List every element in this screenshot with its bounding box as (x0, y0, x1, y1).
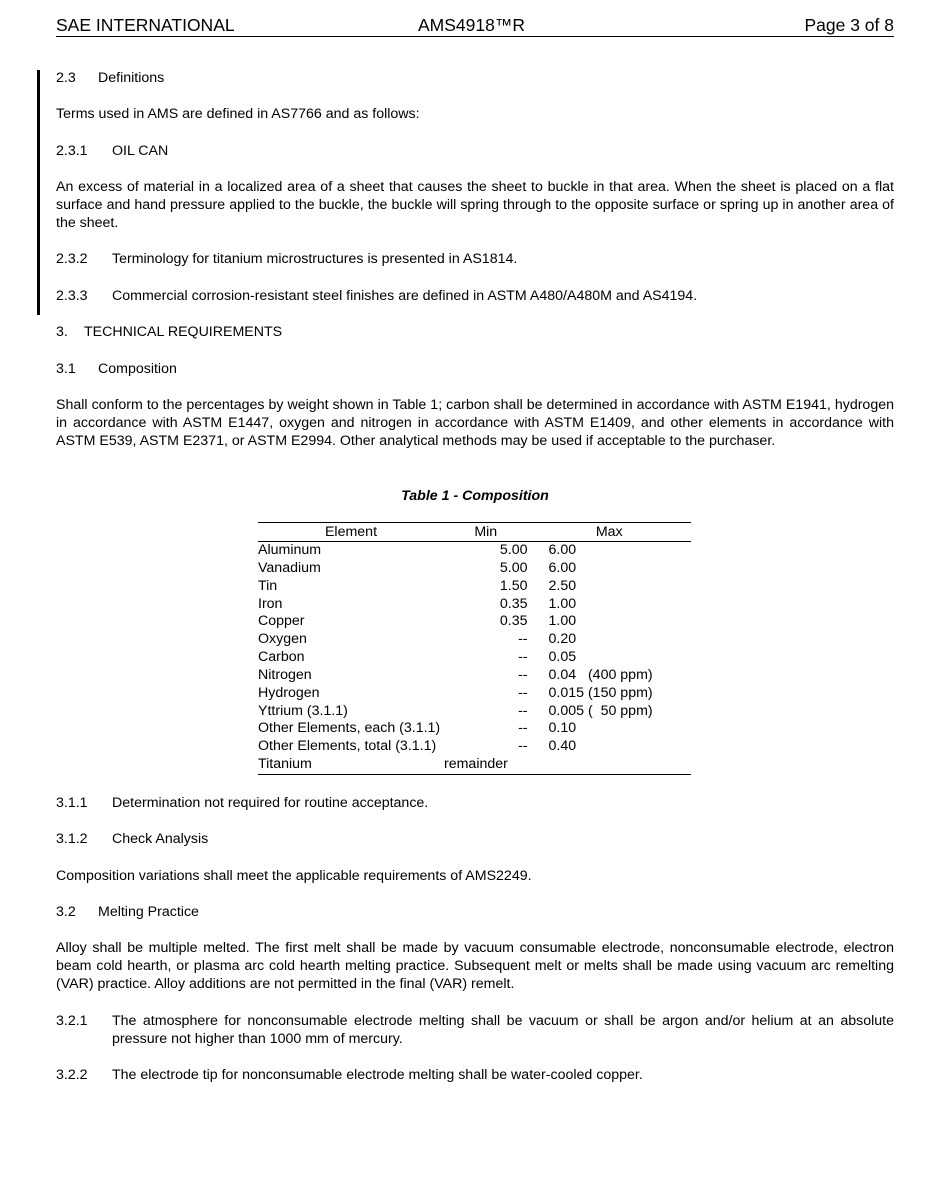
check-analysis-text: Composition variations shall meet the applicable requirements of AMS2249. (56, 868, 532, 884)
page-header (56, 14, 894, 37)
section-2-3-1-heading (56, 142, 894, 160)
composition-text: Shall conform to the percentages by weight shown in Table 1; carbon shall be determined in accordance with ASTM E1941, hydrogen in accordance with ASTM E1447, oxygen and nitrogen in accordance with ASTM E1409, and other elements in accordance with ASTM E539, ASTM E2371, or ASTM E2994. Other analytical methods may be used if acceptable to the purchaser. (56, 397, 894, 449)
element-cell: Oxygen (258, 631, 307, 648)
max-cell: 6.00 (548, 542, 577, 558)
section-number: 2.3 (56, 70, 76, 86)
section-text: Commercial corrosion-resistant steel finishes are defined in ASTM A480/A480M and AS4194. (112, 288, 698, 304)
table-row (258, 738, 691, 756)
section-number: 3.1 (56, 361, 76, 377)
element-cell: Aluminum (258, 542, 322, 558)
remainder-value: remainder (444, 756, 508, 773)
table-row (258, 631, 691, 649)
section-2-3-3 (56, 287, 894, 305)
section-text: Determination not required for routine acceptance. (112, 795, 429, 811)
max-cell: 0.40 (548, 738, 577, 755)
section-3-2-heading (56, 903, 894, 921)
section-title: TECHNICAL REQUIREMENTS (84, 324, 283, 340)
section-title: OIL CAN (112, 143, 169, 159)
table-header-row (258, 523, 691, 542)
section-text: The electrode tip for nonconsumable electrode melting shall be water-cooled copper. (112, 1067, 643, 1083)
page-number: Page 3 of 8 (804, 15, 894, 35)
max-cell: 1.00 (548, 613, 577, 630)
element-cell: Copper (258, 613, 305, 630)
table-row (258, 542, 691, 560)
max-cell: 0.005 ( 50 ppm) (548, 702, 653, 719)
min-cell: -- (518, 738, 528, 755)
section-3-2-1-number: 3.2.1 (56, 1013, 88, 1029)
section-3-heading (56, 323, 894, 341)
table-row (258, 649, 691, 667)
min-cell: 0.35 (499, 595, 528, 612)
min-cell: -- (518, 684, 528, 701)
revision-change-bar (37, 70, 40, 315)
section-title: Check Analysis (112, 831, 209, 847)
melting-practice-text: Alloy shall be multiple melted. The first melt shall be made by vacuum consumable electrode, nonconsumable electrode, electron beam cold hearth, or plasma arc cold hearth melting practice. Subsequent melt or melts shall be made using vacuum arc remelting (VAR) practice. Alloy additions are not permitted in the final (VAR) remelt. (56, 940, 894, 992)
min-cell: 1.50 (499, 577, 528, 594)
table-row (258, 685, 691, 703)
section-text: Terminology for titanium microstructures is presented in AS1814. (112, 251, 518, 267)
oil-can-definition: An excess of material in a localized area of a sheet that causes the sheet to buckle in that area. When the sheet is placed on a flat surface and hand pressure applied to the buckle, the buckle will spring through to the opposite surface or spring up in another area of the sheet. (56, 179, 894, 231)
max-cell: 1.00 (548, 595, 577, 612)
section-2-3-2 (56, 250, 894, 268)
element-cell: Other Elements, total (3.1.1) (258, 738, 437, 755)
element-cell: Carbon (258, 649, 305, 666)
section-number: 2.3.1 (56, 143, 88, 159)
min-cell: -- (518, 702, 528, 719)
max-cell: 0.20 (548, 631, 577, 648)
section-title: Definitions (98, 70, 165, 86)
element-cell: Nitrogen (258, 666, 312, 683)
section-number: 2.3.3 (56, 288, 88, 304)
max-cell: 0.05 (548, 649, 577, 666)
section-number: 3.1.2 (56, 831, 88, 847)
max-cell: 6.00 (548, 559, 577, 576)
section-3-1-2-heading (56, 830, 894, 848)
max-cell: 0.04 (400 ppm) (548, 666, 653, 683)
table-row (258, 578, 691, 596)
definitions-intro: Terms used in AMS are defined in AS7766 and as follows: (56, 106, 420, 122)
table-row (258, 720, 691, 738)
element-cell: Vanadium (258, 559, 321, 576)
section-number: 3.1.1 (56, 795, 88, 811)
table-caption: Table 1 - Composition (401, 488, 549, 504)
element-cell: Yttrium (3.1.1) (258, 702, 348, 719)
column-header-min: Min (444, 523, 528, 542)
publisher-name: SAE INTERNATIONAL (56, 15, 235, 35)
table-row (258, 560, 691, 578)
element-cell: Hydrogen (258, 684, 320, 701)
composition-table (258, 522, 691, 775)
section-number: 2.3.2 (56, 251, 88, 267)
section-3-2-1-text: The atmosphere for nonconsumable electrode melting shall be vacuum or shall be argon and/or helium at an absolute pressure not higher than 1000 mm of mercury. (112, 1013, 894, 1047)
section-title: Composition (98, 361, 177, 377)
min-cell: 5.00 (499, 542, 528, 558)
section-3-1-heading (56, 360, 894, 378)
max-cell: 2.50 (548, 577, 577, 594)
column-header-element: Element (258, 523, 444, 542)
section-3-2-2 (56, 1066, 894, 1084)
table-row (258, 613, 691, 631)
table-row (258, 756, 691, 774)
min-cell: 5.00 (499, 559, 528, 576)
max-cell: 0.015 (150 ppm) (548, 684, 653, 701)
element-cell: Tin (258, 577, 278, 594)
table-row (258, 596, 691, 614)
section-title: Melting Practice (98, 904, 199, 920)
element-cell: Iron (258, 595, 283, 612)
element-cell: Titanium (258, 756, 444, 774)
column-header-max: Max (528, 523, 691, 542)
min-cell: 0.35 (499, 613, 528, 630)
min-cell: -- (518, 720, 528, 737)
min-cell: -- (518, 666, 528, 683)
max-cell: 0.10 (548, 720, 577, 737)
section-3-1-1 (56, 794, 894, 812)
document-number: AMS4918™R (418, 15, 525, 35)
section-2-3-heading (56, 69, 894, 87)
section-number: 3.2 (56, 904, 76, 920)
min-cell: -- (518, 649, 528, 666)
element-cell: Other Elements, each (3.1.1) (258, 720, 441, 737)
section-number: 3. (56, 324, 68, 340)
section-number: 3.2.2 (56, 1067, 88, 1083)
min-cell: -- (518, 631, 528, 648)
table-row (258, 667, 691, 685)
table-row (258, 703, 691, 721)
